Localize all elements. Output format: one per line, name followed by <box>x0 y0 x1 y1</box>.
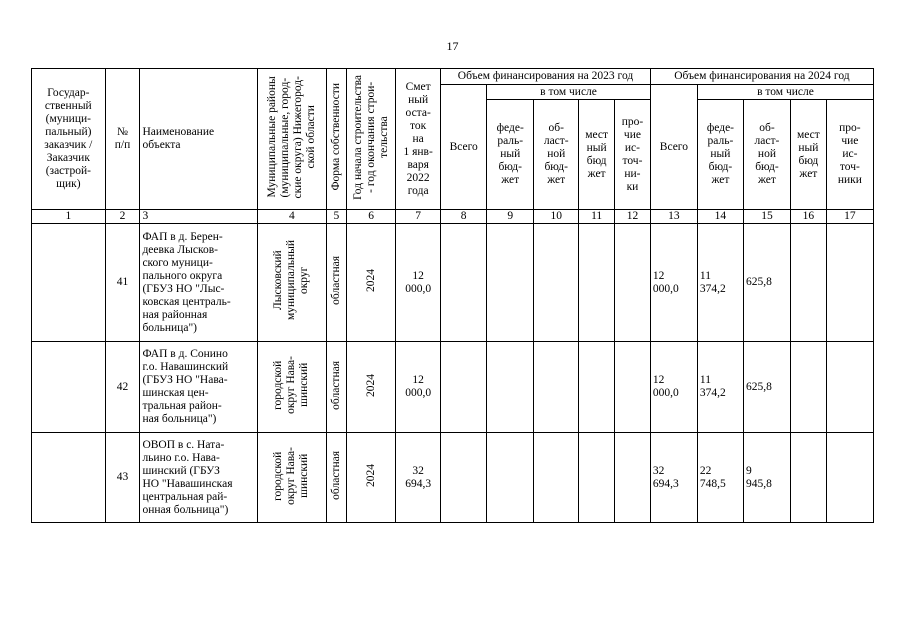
year-cell <box>347 342 396 433</box>
table-row <box>32 342 874 433</box>
header-2024-other: про- чие ис- точ- ники <box>826 100 873 210</box>
header-years-text: Год начала строительства - год окончания строи- тельства <box>351 74 390 200</box>
page-number: 17 <box>446 39 459 53</box>
y2024-local <box>790 224 826 342</box>
y2023-other <box>615 342 651 433</box>
district-text: городской округ Нава- шинский <box>272 446 311 505</box>
customer-cell <box>32 342 106 433</box>
header-2023-regional: об- ласт- ной бюд- жет <box>534 100 579 210</box>
y2023-local <box>579 433 615 523</box>
col-number: 13 <box>650 210 697 224</box>
col-number: 16 <box>790 210 826 224</box>
y2023-total <box>441 342 487 433</box>
y2024-regional: 9 945,8 <box>743 433 790 523</box>
customer-cell <box>32 433 106 523</box>
col-number: 17 <box>826 210 873 224</box>
year-text: 2024 <box>364 269 377 292</box>
ownership-text: областная <box>329 256 342 305</box>
header-districts <box>258 69 327 210</box>
ownership-text: областная <box>329 451 342 500</box>
ownership-cell <box>326 224 346 342</box>
y2023-regional <box>534 342 579 433</box>
y2024-regional: 625,8 <box>743 224 790 342</box>
ownership-text: областная <box>329 360 342 410</box>
col-number: 9 <box>487 210 534 224</box>
y2024-other <box>826 224 873 342</box>
row-number: 42 <box>105 342 140 433</box>
header-2024-local: мест ный бюд жет <box>790 100 826 210</box>
district-cell <box>258 224 327 342</box>
col-number: 6 <box>347 210 396 224</box>
header-customer: Государ- ственный (муници- пальный) заказчик / Заказчик (застрой- щик) <box>32 69 106 210</box>
y2024-total: 32 694,3 <box>650 433 697 523</box>
object-name: ФАП в д. Берен- деевка Лысков- ского муници- пального округа (ГБУЗ НО "Лыс- ковская централь- ная районная больница") <box>140 224 258 342</box>
object-name: ФАП в д. Сонино г.о. Навашинский (ГБУЗ НО "Нава- шинская цен- тральная район- ная больница") <box>140 342 258 433</box>
estimate-value: 12 000,0 <box>396 342 441 433</box>
table-row <box>32 433 874 523</box>
ownership-cell <box>326 433 346 523</box>
district-text: Лысковский муниципальный округ <box>272 240 311 321</box>
y2024-other <box>826 342 873 433</box>
ownership-cell <box>326 342 346 433</box>
header-financing-2023: Объем финансирования на 2023 год <box>441 69 651 85</box>
year-cell <box>347 433 396 523</box>
row-number: 41 <box>105 224 140 342</box>
col-number: 3 <box>140 210 258 224</box>
year-cell <box>347 224 396 342</box>
col-number: 4 <box>258 210 327 224</box>
row-number: 43 <box>105 433 140 523</box>
y2024-federal: 22 748,5 <box>697 433 743 523</box>
col-number: 14 <box>697 210 743 224</box>
header-2023-including: в том числе <box>487 85 651 100</box>
y2024-regional: 625,8 <box>743 342 790 433</box>
y2024-total: 12 000,0 <box>650 224 697 342</box>
header-estimate: Смет ный оста- ток на 1 янв- варя 2022 года <box>396 69 441 210</box>
y2024-local <box>790 342 826 433</box>
header-2023-federal: феде- раль- ный бюд- жет <box>487 100 534 210</box>
y2024-total: 12 000,0 <box>650 342 697 433</box>
estimate-value: 32 694,3 <box>396 433 441 523</box>
header-2024-including: в том числе <box>697 85 873 100</box>
y2023-local <box>579 224 615 342</box>
y2024-local <box>790 433 826 523</box>
col-number: 12 <box>615 210 651 224</box>
y2024-federal: 11 374,2 <box>697 342 743 433</box>
y2023-regional <box>534 224 579 342</box>
y2024-other <box>826 433 873 523</box>
header-2024-regional: об- ласт- ной бюд- жет <box>743 100 790 210</box>
y2023-local <box>579 342 615 433</box>
col-number: 8 <box>441 210 487 224</box>
header-2023-other: про- чие ис- точ- ни- ки <box>615 100 651 210</box>
column-numbers-row <box>32 210 874 224</box>
estimate-value: 12 000,0 <box>396 224 441 342</box>
year-text: 2024 <box>364 464 377 487</box>
district-text: городской округ Нава- шинский <box>272 356 311 414</box>
col-number: 1 <box>32 210 106 224</box>
header-2024-total: Всего <box>650 85 697 210</box>
col-number: 10 <box>534 210 579 224</box>
header-2023-local: мест ный бюд жет <box>579 100 615 210</box>
y2024-federal: 11 374,2 <box>697 224 743 342</box>
year-text: 2024 <box>364 373 377 397</box>
object-name: ОВОП в с. Ната- льино г.о. Нава- шинский (ГБУЗ НО "Навашинская центральная рай- онная больница") <box>140 433 258 523</box>
customer-cell <box>32 224 106 342</box>
header-number: № п/п <box>105 69 140 210</box>
y2023-federal <box>487 342 534 433</box>
header-2024-federal: феде- раль- ный бюд- жет <box>697 100 743 210</box>
y2023-total <box>441 433 487 523</box>
district-cell <box>258 342 327 433</box>
header-financing-2024: Объем финансирования на 2024 год <box>650 69 873 85</box>
header-2023-total: Всего <box>441 85 487 210</box>
table-row <box>32 224 874 342</box>
header-districts-text: Муниципальные районы (муниципальные, город- ские округа) Нижегород- ской области <box>265 75 317 199</box>
financing-table <box>31 68 874 523</box>
col-number: 7 <box>396 210 441 224</box>
y2023-regional <box>534 433 579 523</box>
col-number: 11 <box>579 210 615 224</box>
y2023-other <box>615 433 651 523</box>
district-cell <box>258 433 327 523</box>
col-number: 5 <box>326 210 346 224</box>
header-years <box>347 69 396 210</box>
col-number: 2 <box>105 210 140 224</box>
y2023-total <box>441 224 487 342</box>
col-number: 15 <box>743 210 790 224</box>
header-ownership <box>326 69 346 210</box>
y2023-federal <box>487 433 534 523</box>
y2023-other <box>615 224 651 342</box>
header-ownership-text: Форма собственности <box>329 83 342 191</box>
header-object-name: Наименование объекта <box>140 69 258 210</box>
y2023-federal <box>487 224 534 342</box>
